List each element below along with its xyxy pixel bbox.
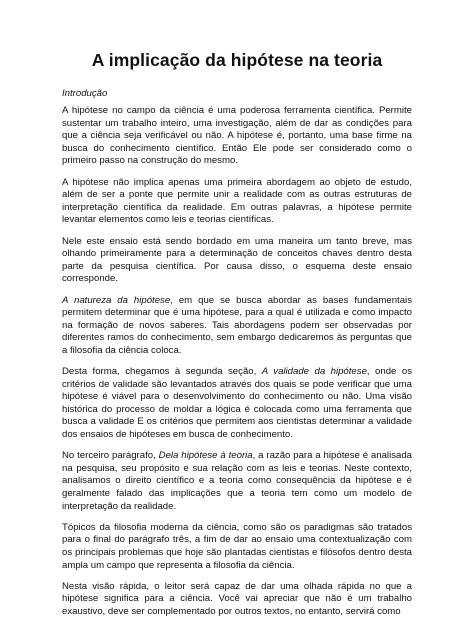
body-paragraph bbox=[62, 522, 412, 572]
paragraph-text: A hipótese não implica apenas uma primeira abordagem ao objeto de estudo, além de ser a ponte que permite unir a realidade com as outras estruturas de interpretação científica da realidade. Em outras palavras, a hipótese permite levantar elementos como leis e teorias científicas. bbox=[62, 176, 412, 226]
paragraph-text: Tópicos da filosofia moderna da ciência, como são os paradigmas são tratados para o final do parágrafo três, a fim de dar ao ensaio uma contextualização com os principais problemas que hoje são plantadas cientistas e filósofos dentro desta ampla um campo que representa a filosofia da ciência. bbox=[62, 521, 412, 571]
section-reference: A natureza da hipótese bbox=[62, 294, 171, 306]
paragraph-text: , onde os critérios de validade são levantados através dos quais se pode verificar que uma hipótese é viável para o desenvolvimento do conhecimento ou não. Uma visão histórica do processo de moldar a lógica é colocada como uma ferramenta que busca a validade E os critérios que permitem aos cientistas determinar a validade dos ensaios de hipóteses em busca de conhecimento. bbox=[62, 366, 412, 441]
body-paragraph bbox=[62, 105, 412, 168]
paragraph-text: A hipótese no campo da ciência é uma poderosa ferramenta científica. Permite sustentar um trabalho inteiro, uma investigação, além de dar as condições para que a ciência seja verificável ou não. A hipótese é, portanto, uma base firme na busca do conhecimento científico. Então Ele pode ser considerado como o primeiro passo na construção do mesmo. bbox=[62, 105, 412, 167]
paragraph-text: Nesta visão rápida, o leitor será capaz de dar uma olhada rápida no que a hipótese significa para a ciência. Você vai apreciar que não é um trabalho exaustivo, deve ser complementado por outros textos, no entanto, servirá como bbox=[62, 580, 412, 617]
paragraph-text: Nele este ensaio está sendo bordado em uma maneira um tanto breve, mas olhando primeiramente para a determinação de conceitos chaves dentro desta parte da pesquisa científica. Por causa disso, o esquema deste ensaio corresponde. bbox=[62, 235, 412, 285]
section-heading-introducao: Introdução bbox=[62, 88, 108, 99]
body-paragraph bbox=[62, 450, 412, 513]
paragraph-text: , em que se busca abordar as bases fundamentais permitem determinar que é uma hipótese, para a qual é utilizada e como impacto na formação de novos saberes. Tais abordagens podem ser observadas por diferentes ramos do conhecimento, sem embargo dedicaremos às perguntas que a filosofia da ciência coloca. bbox=[62, 294, 412, 356]
body-paragraph bbox=[62, 295, 412, 358]
body-paragraph bbox=[62, 236, 412, 286]
section-reference: Dela hipótese à teoria bbox=[158, 450, 253, 462]
body-paragraph bbox=[62, 366, 412, 442]
paragraph-text: , a razão para a hipótese é analisada na pesquisa, seu propósito e sua relação com as leis e teorias. Neste contexto, analisamos o direito científico e a teoria como consequência da hipótese e é geralmente falado das implicações que a teoria tem como um modelo de interpretação da realidade. bbox=[62, 450, 412, 512]
paragraph-text: No terceiro parágrafo, bbox=[62, 450, 159, 462]
body-paragraph bbox=[62, 177, 412, 227]
section-reference: A validade da hipótese bbox=[261, 366, 367, 378]
paragraph-text: Desta forma, chegamos à segunda seção, bbox=[62, 366, 262, 378]
document-title: A implicação da hipótese na teoria bbox=[91, 50, 383, 70]
document-body bbox=[62, 105, 412, 619]
